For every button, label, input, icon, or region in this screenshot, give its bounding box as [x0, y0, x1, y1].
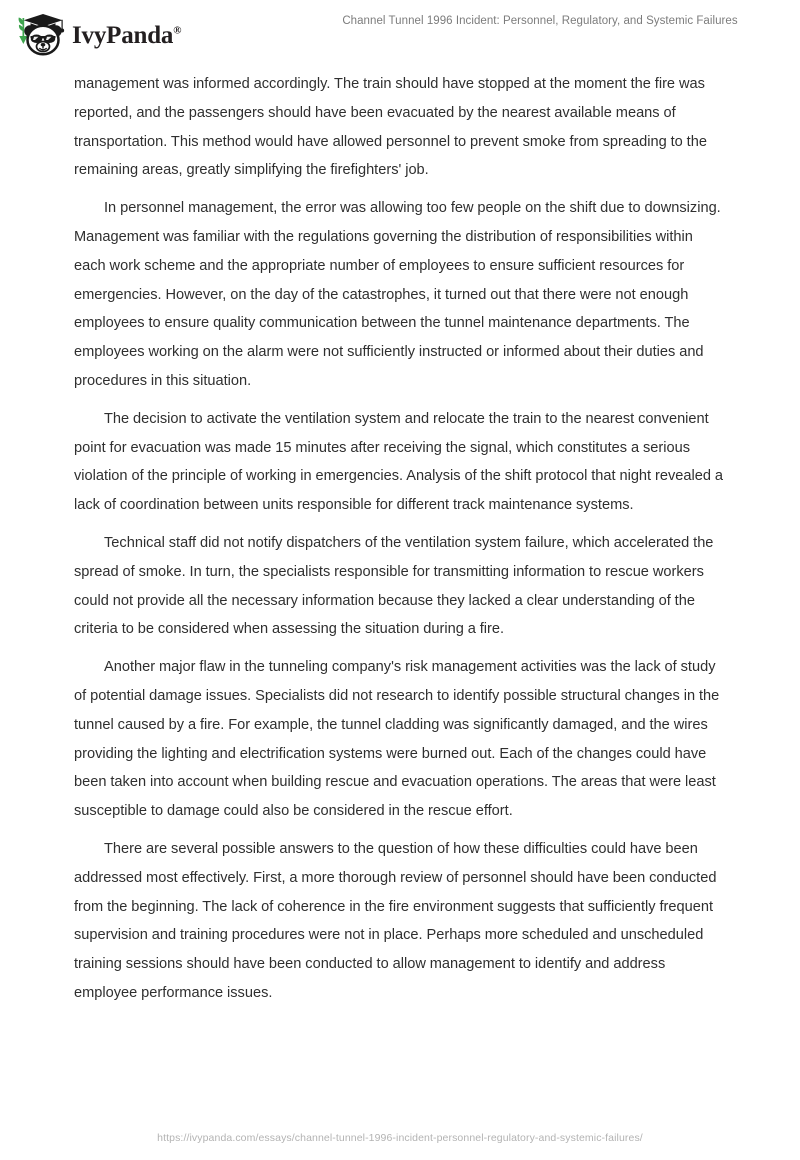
source-url[interactable]: https://ivypanda.com/essays/channel-tunnel-1996-incident-personnel-regulatory-and-systemic-failures/ — [157, 1132, 643, 1144]
page-header — [0, 0, 800, 66]
paragraph: management was informed accordingly. The train should have stopped at the moment the fire was reported, and the passengers should have been evacuated by the nearest available means of transportation. This method would have allowed personnel to prevent smoke from spreading to the remaining areas, greatly simplifying the firefighters' job. — [74, 76, 707, 179]
document-header-title: Channel Tunnel 1996 Incident: Personnel, Regulatory, and Systemic Failures — [342, 15, 738, 27]
paragraph: The decision to activate the ventilation system and relocate the train to the nearest convenient point for evacuation was made 15 minutes after receiving the signal, which constitutes a serious violation of the principle of working in emergencies. Analysis of the shift protocol that night revealed a lack of coordination between units responsible for different track maintenance systems. — [74, 410, 724, 514]
paragraph: Technical staff did not notify dispatchers of the ventilation system failure, which accelerated the spread of smoke. In turn, the specialists responsible for transmitting information to rescue workers could not provide all the necessary information because they lacked a clear understanding of the criteria to be considered when assessing the situation during a fire. — [74, 534, 714, 638]
paragraph: There are several possible answers to the question of how these difficulties could have been addressed most effectively. First, a more thorough review of personnel should have been conducted from the beginning. The lack of coherence in the fire environment suggests that sufficiently frequent supervision and training procedures were not in place. Perhaps more scheduled and unscheduled training sessions should have been conducted to allow management to identify and address employee performance issues. — [74, 840, 717, 1001]
panda-graduate-logo-icon — [14, 11, 66, 57]
page-footer — [0, 1128, 800, 1146]
registered-trademark-icon: ® — [173, 24, 182, 37]
paragraph: In personnel management, the error was allowing too few people on the shift due to downsizing. Management was familiar with the regulations governing the distribution of responsibilities within each work scheme and the appropriate number of employees to ensure sufficient resources for emergencies. However, on the day of the catastrophes, it turned out that there were not enough employees to ensure quality communication between the tunnel maintenance departments. The employees working on the alarm were not sufficiently instructed or informed about their duties and procedures in this situation. — [74, 200, 721, 389]
paragraph: Another major flaw in the tunneling company's risk management activities was the lack of study of potential damage issues. Specialists did not research to identify possible structural changes in the tunnel caused by a fire. For example, the tunnel cladding was significantly damaged, and the wires providing the lighting and electrification systems were burned out. Each of the changes could have been taken into account when building rescue and evacuation operations. The areas that were least susceptible to damage could also be considered in the rescue effort. — [74, 659, 720, 820]
brand-wordmark — [72, 23, 181, 48]
brand-logo[interactable] — [14, 12, 181, 56]
brand-name-text: IvyPanda — [72, 21, 174, 49]
document-body — [74, 70, 728, 1017]
